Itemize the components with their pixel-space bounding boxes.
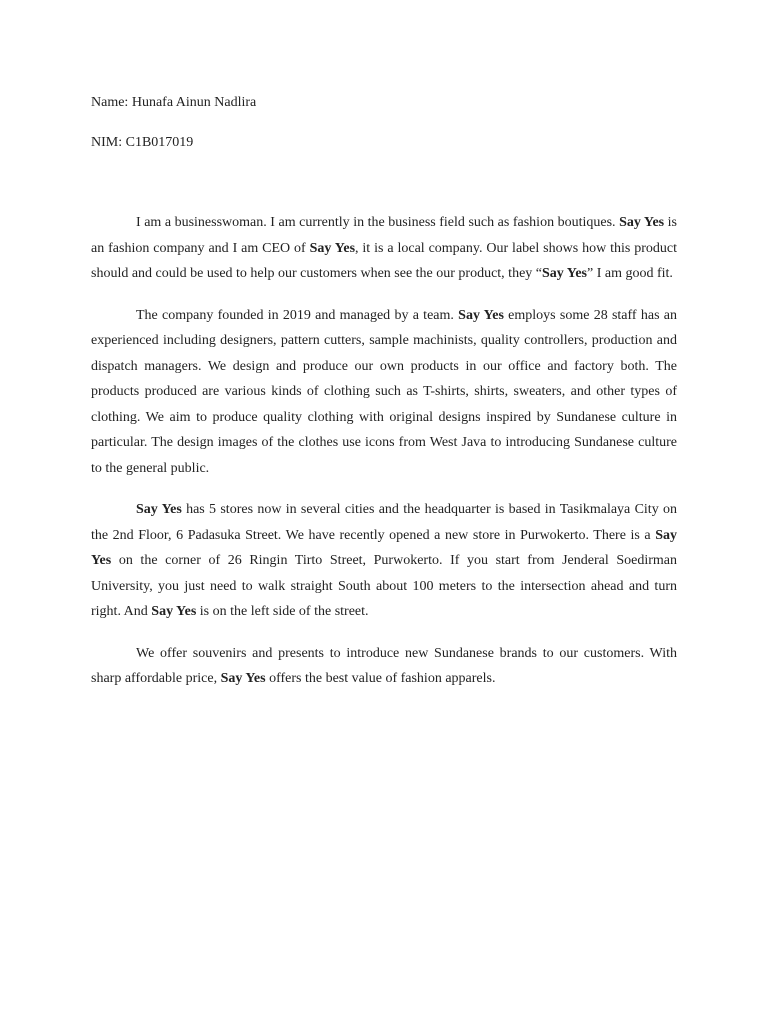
brand-name: Say Yes bbox=[151, 604, 197, 619]
brand-name: Say Yes bbox=[91, 527, 677, 568]
brand-name: Say Yes bbox=[309, 240, 356, 256]
paragraph bbox=[91, 303, 677, 482]
text-run: on the corner of 26 Ringin Tirto Street, Purwokerto. If you start from Jenderal Soedirman University, you just need to walk straight South about 100 meters to the intersection ahead and turn right. And bbox=[91, 553, 677, 619]
name-value: Hunafa Ainun Nadlira bbox=[131, 95, 257, 110]
name-line bbox=[91, 93, 256, 113]
nim-line bbox=[91, 133, 193, 153]
text-run: offers the best value of fashion apparels. bbox=[265, 671, 496, 686]
text-run: has 5 stores now in several cities and the headquarter is based in Tasikmalaya City on the 2nd Floor, 6 Padasuka Street. We have recently opened a new store in Purwokerto. There is a bbox=[91, 502, 677, 543]
nim-label: NIM: bbox=[91, 135, 123, 150]
text-run: , it is a local company. Our label shows how this product should and could be used to help our customers when see the our product, they “ bbox=[91, 240, 677, 281]
text-run: ” I am good fit. bbox=[587, 266, 673, 281]
brand-name: Say Yes bbox=[136, 502, 182, 517]
name-label: Name: bbox=[91, 95, 129, 110]
paragraph bbox=[91, 641, 677, 692]
text-run: employs some 28 staff has an experienced including designers, pattern cutters, sample machinists, quality controllers, production and dispatch managers. We design and produce our own products in our office and factory both. The products produced are various kinds of clothing such as T-shirts, shirts, sweaters, and other types of clothing. We aim to produce quality clothing with original designs inspired by Sundanese culture in particular. The design images of the clothes use icons from West Java to introducing Sundanese culture to the general public. bbox=[91, 307, 677, 476]
brand-name: Say Yes bbox=[220, 671, 266, 686]
text-run: We offer souvenirs and presents to introduce new Sundanese brands to our customers. With sharp affordable price, bbox=[91, 645, 677, 686]
paragraph bbox=[91, 210, 677, 287]
text-run: is on the left side of the street. bbox=[196, 604, 369, 619]
document-body bbox=[91, 210, 677, 708]
paragraph bbox=[91, 497, 677, 625]
text-run: is an fashion company and I am CEO of bbox=[91, 215, 678, 256]
text-run: The company founded in 2019 and managed by a team. bbox=[136, 307, 459, 323]
text-run: I am a businesswoman. I am currently in the business field such as fashion boutiques. bbox=[136, 215, 620, 230]
brand-name: Say Yes bbox=[458, 307, 504, 323]
brand-name: Say Yes bbox=[542, 266, 588, 281]
nim-value: C1B017019 bbox=[125, 135, 194, 150]
brand-name: Say Yes bbox=[619, 215, 665, 230]
